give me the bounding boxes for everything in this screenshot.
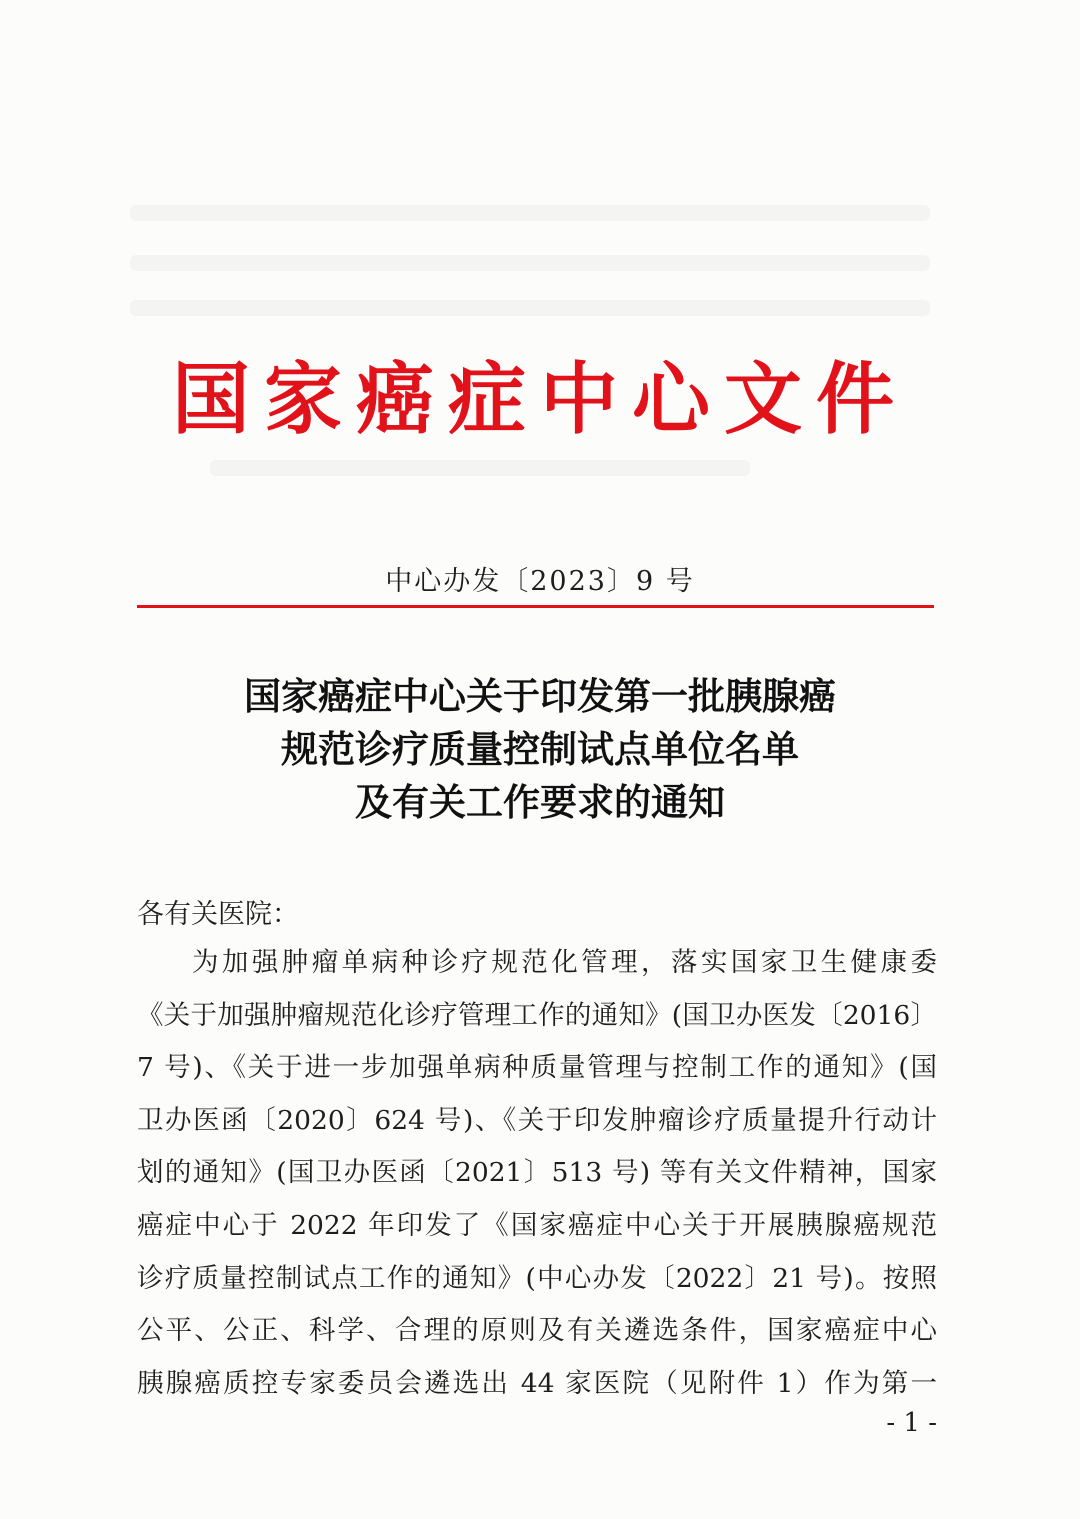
body-line: 癌症中心于 2022 年印发了《国家癌症中心关于开展胰腺癌规范: [137, 1209, 937, 1241]
body-line: 胰腺癌质控专家委员会遴选出 44 家医院（见附件 1）作为第一: [137, 1367, 937, 1399]
bleed-through-line: [210, 460, 750, 476]
body-line: 卫办医函〔2020〕624 号)、《关于印发肿瘤诊疗质量提升行动计: [137, 1104, 937, 1136]
notice-title: [0, 670, 1080, 829]
notice-title-line: 国家癌症中心关于印发第一批胰腺癌: [244, 674, 836, 718]
document-header-title: 国家癌症中心文件: [171, 354, 908, 445]
page-number: - 1 -: [886, 1408, 937, 1438]
salutation: 各有关医院：: [137, 899, 299, 930]
bleed-through-line: [130, 300, 930, 316]
body-line: 《关于加强肿瘤规范化诊疗管理工作的通知》(国卫办医发〔2016〕: [137, 999, 937, 1031]
notice-title-line: 及有关工作要求的通知: [355, 780, 725, 824]
bleed-through-line: [130, 205, 930, 221]
notice-title-line: 规范诊疗质量控制试点单位名单: [281, 727, 799, 771]
body-line: 诊疗质量控制试点工作的通知》(中心办发〔2022〕21 号)。按照: [137, 1262, 937, 1294]
bleed-through-line: [130, 255, 930, 271]
body-line: 公平、公正、科学、合理的原则及有关遴选条件，国家癌症中心: [137, 1315, 937, 1347]
red-divider: [137, 605, 934, 608]
document-number: 中心办发〔2023〕9 号: [385, 566, 695, 597]
body-line: 为加强肿瘤单病种诊疗规范化管理，落实国家卫生健康委: [192, 947, 937, 978]
body-line: 7 号)、《关于进一步加强单病种质量管理与控制工作的通知》(国: [137, 1052, 937, 1084]
body-line: 划的通知》(国卫办医函〔2021〕513 号) 等有关文件精神，国家: [137, 1157, 937, 1189]
notice-body: [137, 943, 937, 1416]
